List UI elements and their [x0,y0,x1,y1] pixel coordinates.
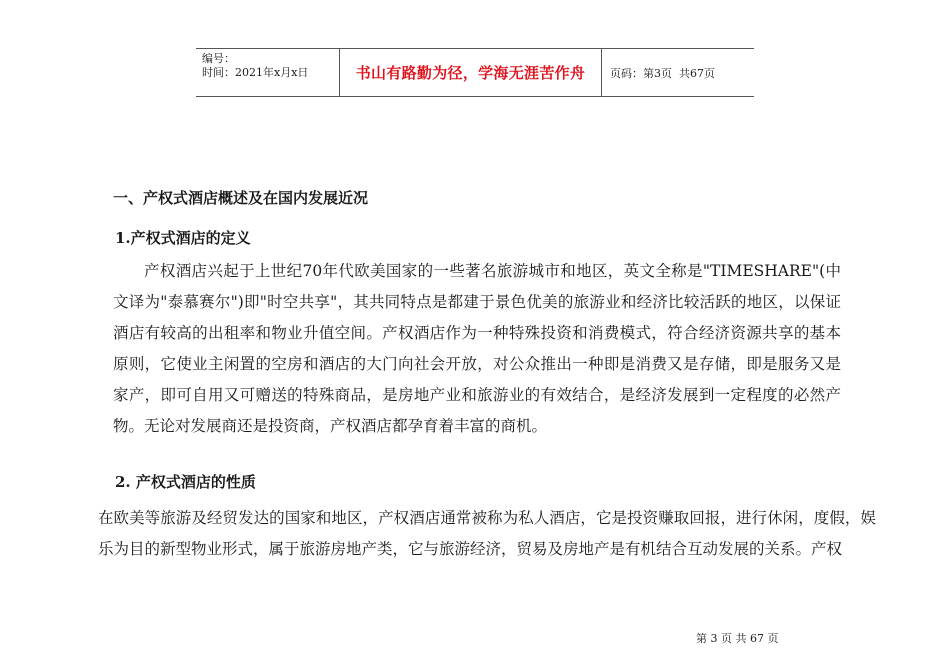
subsection-1-title: 1.产权式酒店的定义 [115,229,251,247]
page-info-cell [602,49,754,96]
section-title: 一、产权式酒店概述及在国内发展近况 [113,189,369,207]
page-info-text: 页码：第3页 共67页 [610,66,715,80]
document-header [196,48,754,97]
subsection-1-paragraph: 产权酒店兴起于上世纪70年代欧美国家的一些著名旅游城市和地区，英文全称是"TIMESHARE"(中文译为"泰慕赛尔")即"时空共享"，其共同特点是都建于景色优美的旅游业和经济比较活跃的地区，以保证酒店有较高的出租率和物业升值空间。产权酒店作为一种特殊投资和消费模式，符合经济资源共享的基本原则，它使业主闲置的空房和酒店的大门向社会开放，对公众推出一种即是消费又是存储，即是服务又是家产，即可自用又可赠送的特殊商品，是房地产业和旅游业的有效结合，是经济发展到一定程度的必然产物。无论对发展商还是投资商，产权酒店都孕育着丰富的商机。 [113,262,841,435]
time-label: 时间：2021年x月x日 [202,66,309,79]
motto-text: 书山有路勤为径，学海无涯苦作舟 [355,64,586,82]
motto-cell [339,49,602,96]
header-meta-cell [196,49,339,96]
subsection-2-paragraph: 在欧美等旅游及经贸发达的国家和地区，产权酒店通常被称为私人酒店，它是投资赚取回报，进行休闲，度假，娱乐为目的新型物业形式，属于旅游房地产类，它与旅游经济，贸易及房地产是有机结合互动发展的关系。产权 [98,509,876,558]
page-footer: 第 3 页 共 67 页 [696,632,779,645]
subsection-2-title: 2. 产权式酒店的性质 [115,473,256,491]
number-label: 编号： [202,52,235,65]
